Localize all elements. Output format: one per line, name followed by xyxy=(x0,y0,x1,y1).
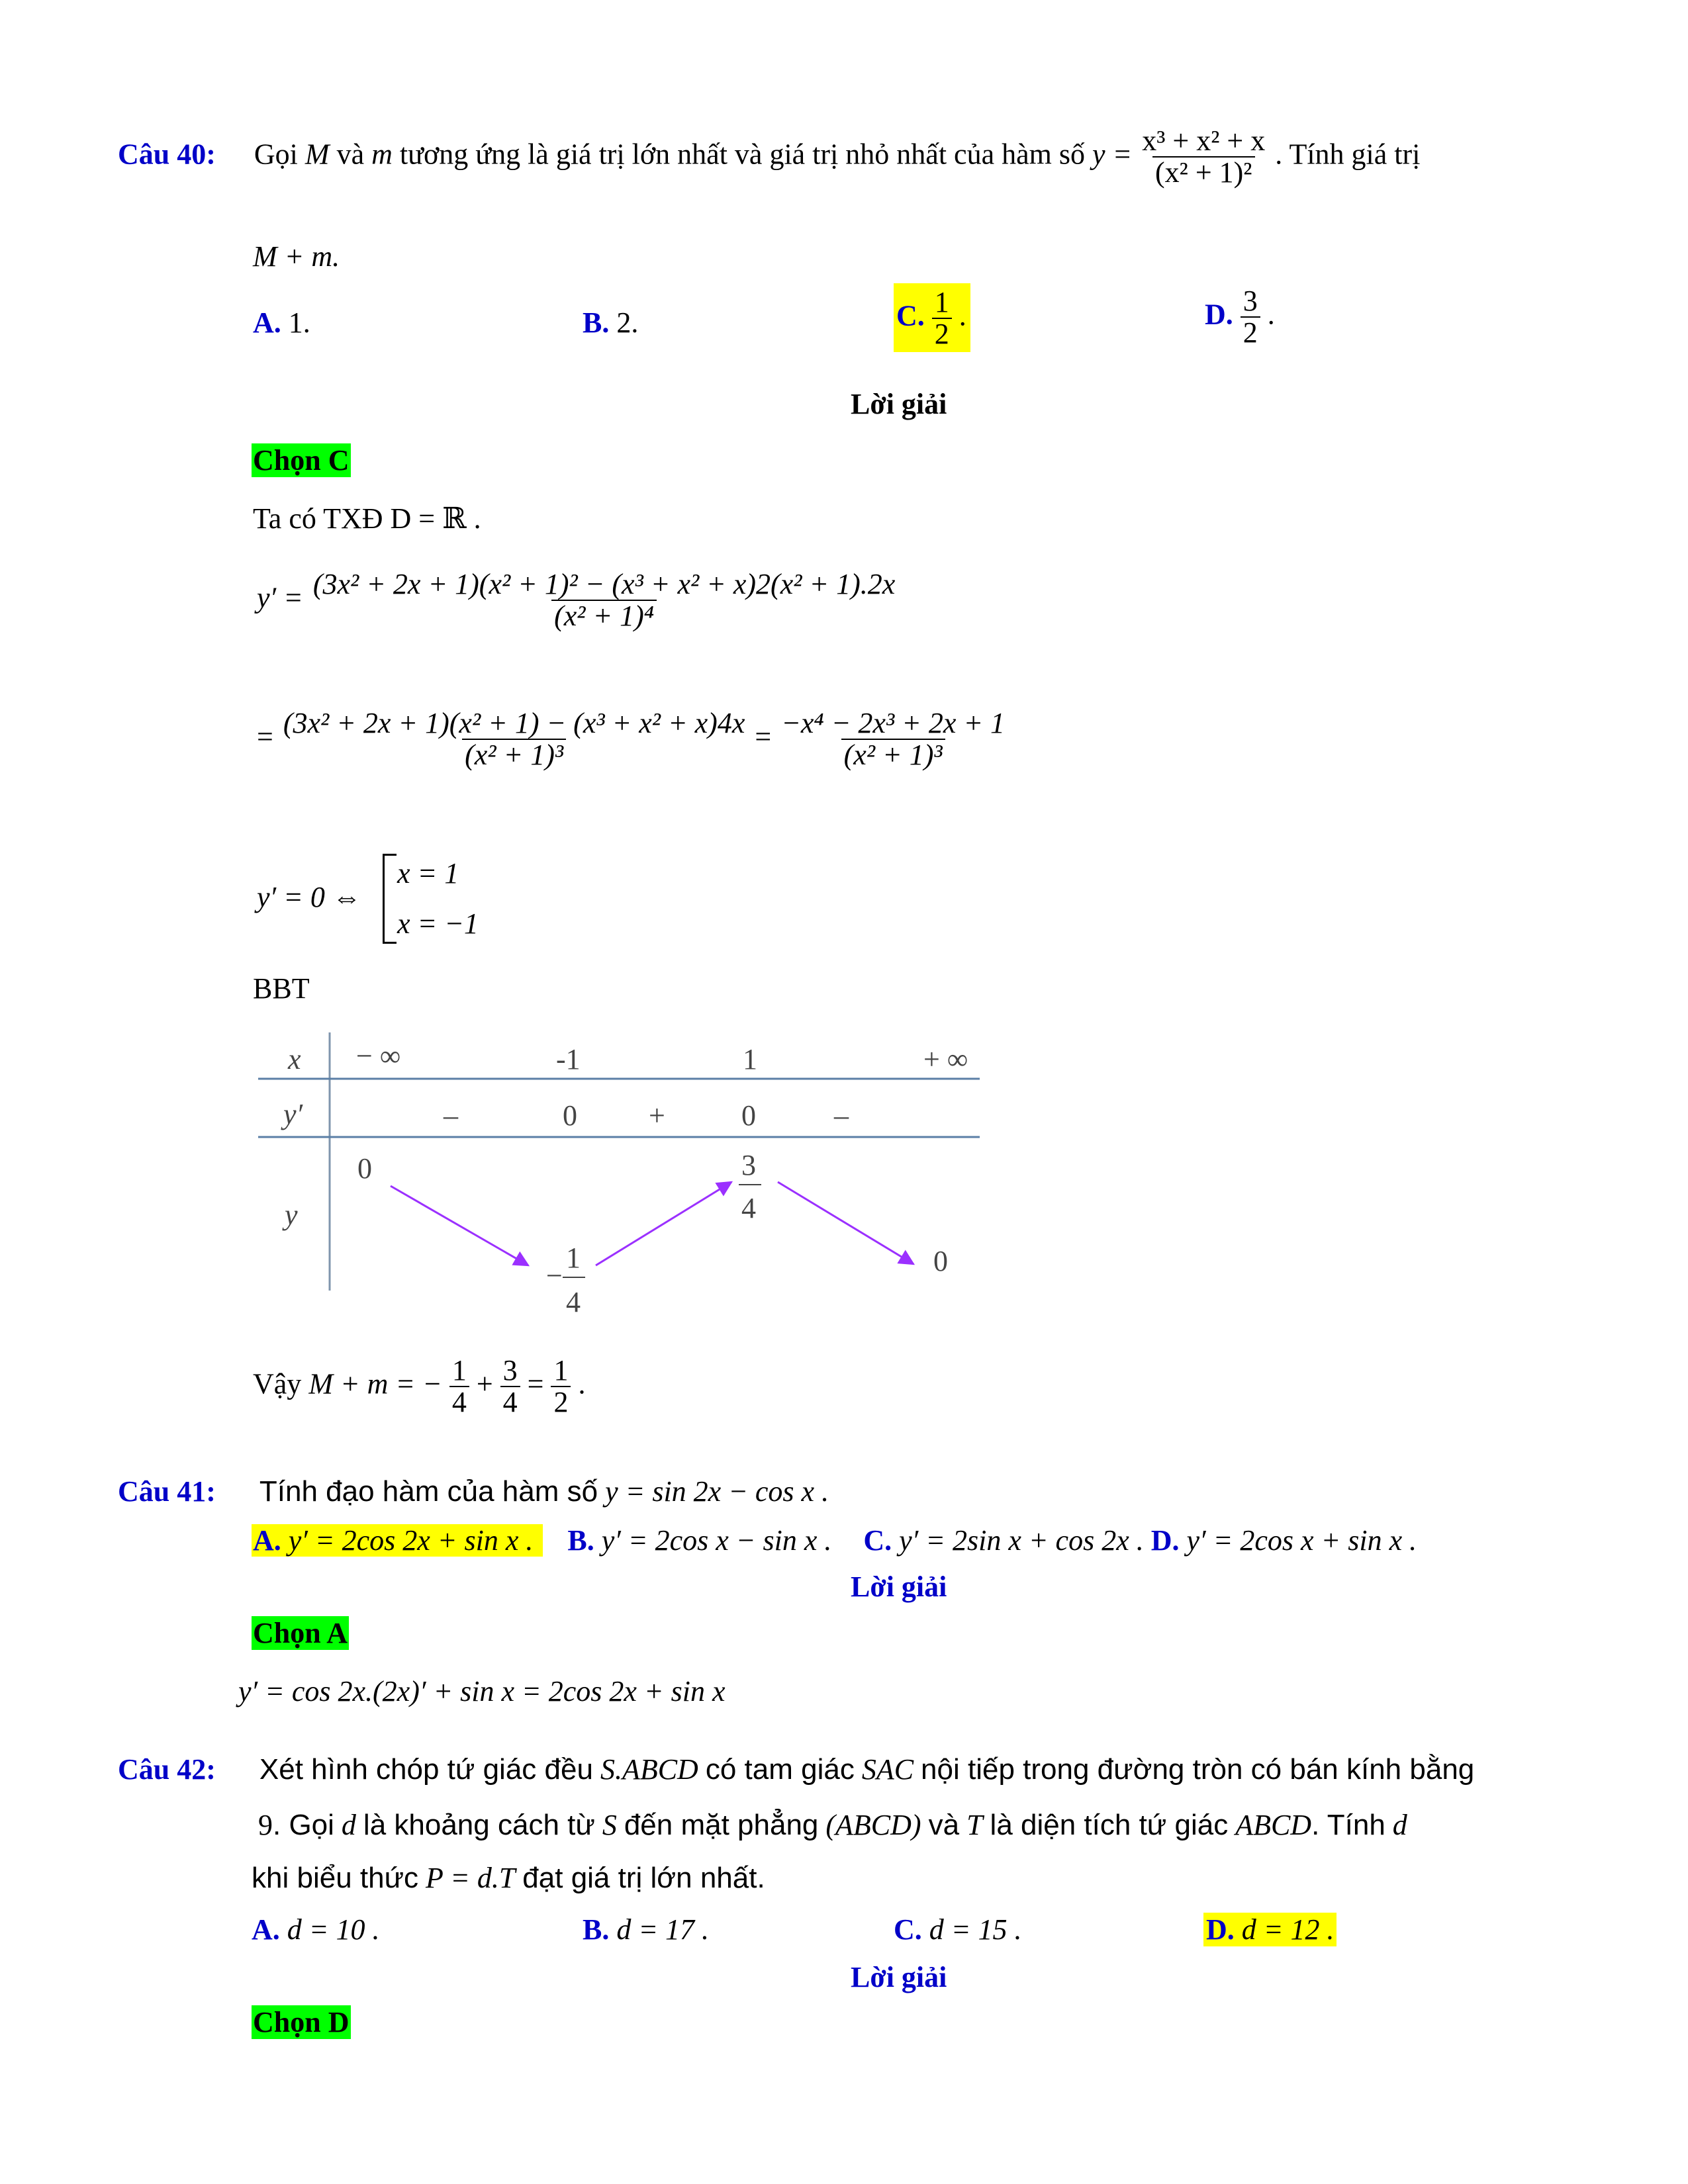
q40-m: m xyxy=(371,138,393,171)
x-val-neg1: -1 xyxy=(556,1043,581,1075)
q40-txd: Ta có TXĐ D = ℝ . xyxy=(253,502,481,535)
table-y-label: y xyxy=(285,1199,298,1231)
q41-work-expr: y′ = cos 2x.(2x)′ + sin x = 2cos 2x + sin x xyxy=(238,1675,726,1707)
q42-line1-c: nội tiếp trong đường tròn có bán kính bằng xyxy=(921,1753,1475,1786)
dy-fraction-3 xyxy=(778,708,1008,770)
q42-s: S xyxy=(602,1809,617,1841)
option-letter: A. xyxy=(253,306,281,339)
q41-choose: Chọn A xyxy=(253,1617,348,1649)
q41-text: Tính đạo hàm của hàm số xyxy=(259,1475,598,1508)
option-value: d = 15 . xyxy=(929,1913,1022,1946)
option-fraction xyxy=(932,287,952,349)
option-value: y′ = 2sin x + cos 2x . xyxy=(899,1524,1144,1557)
y-max-den: 4 xyxy=(741,1192,756,1224)
q40-choose: Chọn C xyxy=(253,444,350,477)
option-value: y′ = 2cos 2x + sin x . xyxy=(288,1524,534,1557)
q40-text-e: M + m. xyxy=(253,240,340,273)
eq-sign: = xyxy=(527,1367,544,1400)
option-letter: C. xyxy=(894,1913,922,1946)
y-start: 0 xyxy=(357,1152,372,1185)
option-value: d = 12 . xyxy=(1241,1913,1335,1946)
root-1-text: x = 1 xyxy=(397,857,459,889)
q42-line2-b: là khoảng cách từ xyxy=(363,1809,595,1841)
option-value: y′ = 2cos x − sin x . xyxy=(601,1524,832,1557)
fraction-num: 3 xyxy=(502,1354,518,1387)
yp-sign-3: – xyxy=(834,1099,849,1132)
q42-d2: d xyxy=(1392,1809,1407,1841)
q40-text-d: . Tính giá trị xyxy=(1275,138,1421,171)
option-after: . xyxy=(1267,298,1275,331)
option-value: d = 10 . xyxy=(287,1913,380,1946)
q42-sabcd: S.ABCD xyxy=(600,1753,698,1786)
table-yp-label: y′ xyxy=(283,1098,303,1130)
fraction-den: 2 xyxy=(1241,316,1260,348)
q40-text-a: Gọi xyxy=(254,138,298,171)
q42-option-d[interactable] xyxy=(1203,1913,1336,1946)
q42-option-a[interactable] xyxy=(252,1913,379,1946)
fraction-den: 2 xyxy=(932,318,952,349)
q42-d: d xyxy=(341,1809,356,1841)
x-val-pos-inf: + ∞ xyxy=(923,1043,968,1075)
q42-line2-c: đến mặt phẳng xyxy=(624,1809,819,1841)
q42-line3-a: khi biểu thức xyxy=(252,1862,419,1894)
yp-sign-2: + xyxy=(649,1099,665,1132)
q42-t: T xyxy=(966,1809,983,1841)
q42-nine: 9 xyxy=(258,1809,273,1841)
dy-fraction-1 xyxy=(310,569,898,631)
q42-expr: P = d.T xyxy=(426,1862,516,1894)
q40-line2 xyxy=(253,240,340,273)
y-end: 0 xyxy=(933,1245,948,1277)
q41-option-b[interactable] xyxy=(567,1524,839,1557)
fraction-den: 4 xyxy=(500,1386,520,1418)
dy-fraction-2 xyxy=(281,708,748,770)
fraction-den: 4 xyxy=(449,1386,469,1418)
option-value: y′ = 2cos x + sin x . xyxy=(1186,1524,1417,1557)
conclusion-frac-3 xyxy=(551,1355,571,1418)
q42-label: Câu 42: xyxy=(118,1753,216,1786)
q40-roots-bracket xyxy=(383,854,397,944)
y-min-den: 4 xyxy=(566,1286,581,1318)
q41-line1 xyxy=(118,1475,829,1508)
q42-sac: SAC xyxy=(861,1753,914,1786)
q40-zero-eq xyxy=(257,880,361,914)
dy-den-2: (x² + 1)³ xyxy=(462,739,566,770)
q42-abcd: ABCD xyxy=(1235,1809,1312,1841)
option-letter: D. xyxy=(1206,1913,1235,1946)
dy-num-3: −x⁴ − 2x³ + 2x + 1 xyxy=(781,707,1006,739)
variation-table xyxy=(252,1026,993,1330)
q42-line2-d: và xyxy=(928,1809,960,1841)
option-letter: D. xyxy=(1150,1524,1180,1557)
q42-line3-b: đạt giá trị lớn nhất. xyxy=(522,1862,765,1894)
option-letter: A. xyxy=(252,1913,280,1946)
q41-options xyxy=(252,1524,1417,1557)
option-letter: C. xyxy=(863,1524,892,1557)
q41-function: y = sin 2x − cos x . xyxy=(605,1475,829,1508)
q40-option-b[interactable] xyxy=(583,306,638,340)
q40-derivative-1 xyxy=(257,569,898,631)
conclusion-vay: Vậy xyxy=(253,1367,302,1400)
q40-option-a[interactable] xyxy=(253,306,310,340)
conclusion-frac-1 xyxy=(449,1355,469,1418)
option-value: 1. xyxy=(288,306,310,339)
y-min-num: 1 xyxy=(566,1242,581,1274)
q41-option-d[interactable] xyxy=(1151,1524,1417,1557)
table-x-label: x xyxy=(288,1043,301,1075)
option-fraction xyxy=(1241,286,1260,348)
fraction-num: 1 xyxy=(451,1354,467,1387)
eq-sign: = xyxy=(755,720,772,753)
q40-text-b: và xyxy=(336,138,365,171)
zero-eq-label: y′ = 0 ⇔ xyxy=(257,881,361,913)
q42-line1-b: có tam giác xyxy=(705,1753,855,1786)
conclusion-end: . xyxy=(578,1367,586,1400)
eq-sign: = xyxy=(257,720,273,753)
x-val-neg-inf: − ∞ xyxy=(356,1040,401,1072)
q40-M: M xyxy=(305,138,330,171)
option-letter: D. xyxy=(1205,298,1233,331)
q40-y-eq: y = xyxy=(1092,138,1133,171)
q40-text-c: tương ứng là giá trị lớn nhất và giá trị nhỏ nhất của hàm số xyxy=(399,138,1085,171)
q41-work xyxy=(238,1674,726,1708)
q40-fraction-num: x³ + x² + x xyxy=(1142,124,1266,157)
q42-line3 xyxy=(252,1861,765,1895)
fraction-num: 3 xyxy=(1243,285,1258,317)
q40-solution-heading: Lời giải xyxy=(851,388,947,420)
q42-line1 xyxy=(118,1752,1474,1786)
q42-line2-f: . Tính xyxy=(1311,1809,1385,1841)
q40-option-c[interactable] xyxy=(894,283,970,352)
q40-option-d[interactable] xyxy=(1205,286,1275,348)
q41-label: Câu 41: xyxy=(118,1475,216,1508)
dy-label: y′ = xyxy=(257,581,303,614)
q40-fraction-den: (x² + 1)² xyxy=(1152,156,1255,188)
dy-den-3: (x² + 1)³ xyxy=(841,739,945,770)
option-letter: B. xyxy=(583,306,610,339)
q40-label: Câu 40: xyxy=(118,138,216,171)
y-min-sign: − xyxy=(546,1259,563,1292)
option-value: d = 17 . xyxy=(616,1913,710,1946)
yp-zero-2: 0 xyxy=(741,1099,756,1132)
q42-line2 xyxy=(258,1808,1407,1842)
q41-option-a[interactable] xyxy=(252,1524,543,1557)
dy-num-1: (3x² + 2x + 1)(x² + 1)² − (x³ + x² + x)2(x² + 1).2x xyxy=(312,568,896,600)
q42-option-c[interactable] xyxy=(894,1913,1021,1946)
arrow-down-1 xyxy=(391,1186,528,1265)
q42-solution-heading: Lời giải xyxy=(851,1961,947,1993)
q42-option-b[interactable] xyxy=(583,1913,709,1946)
x-val-1: 1 xyxy=(743,1043,757,1075)
y-max-num: 3 xyxy=(741,1149,756,1181)
dy-num-2: (3x² + 2x + 1)(x² + 1) − (x³ + x² + x)4x xyxy=(283,707,745,739)
q40-derivative-2 xyxy=(257,708,1008,770)
q40-root-2 xyxy=(397,907,479,940)
option-letter: C. xyxy=(896,299,925,332)
option-after: . xyxy=(959,299,966,332)
conclusion-expr: M + m = − xyxy=(308,1367,442,1400)
q41-option-c[interactable] xyxy=(863,1524,1150,1557)
option-letter: B. xyxy=(567,1524,594,1557)
arrow-down-2 xyxy=(778,1182,914,1264)
yp-zero-1: 0 xyxy=(563,1099,577,1132)
dy-den-1: (x² + 1)⁴ xyxy=(551,600,657,631)
option-letter: B. xyxy=(583,1913,610,1946)
option-letter: A. xyxy=(253,1524,281,1557)
q41-solution-heading: Lời giải xyxy=(851,1570,947,1603)
q42-choose: Chọn D xyxy=(253,2006,350,2038)
yp-sign-1: – xyxy=(444,1099,458,1132)
plus-sign: + xyxy=(476,1367,493,1400)
q40-line1 xyxy=(118,126,1420,188)
fraction-num: 1 xyxy=(553,1354,569,1387)
q42-line2-e: là diện tích tứ giác xyxy=(990,1809,1229,1841)
conclusion-frac-2 xyxy=(500,1355,520,1418)
q40-conclusion xyxy=(253,1355,585,1418)
root-2-text: x = −1 xyxy=(397,907,479,940)
q40-bbt-label: BBT xyxy=(253,972,310,1005)
option-value: 2. xyxy=(616,306,639,339)
arrow-up xyxy=(596,1182,731,1265)
fraction-den: 2 xyxy=(551,1386,571,1418)
q42-plane: (ABCD) xyxy=(825,1809,921,1841)
fraction-num: 1 xyxy=(934,286,949,318)
q40-root-1 xyxy=(397,856,459,890)
q40-function-fraction xyxy=(1139,126,1268,188)
q42-line1-a: Xét hình chóp tứ giác đều xyxy=(259,1753,593,1786)
q42-line2-a: . Gọi xyxy=(273,1809,334,1841)
